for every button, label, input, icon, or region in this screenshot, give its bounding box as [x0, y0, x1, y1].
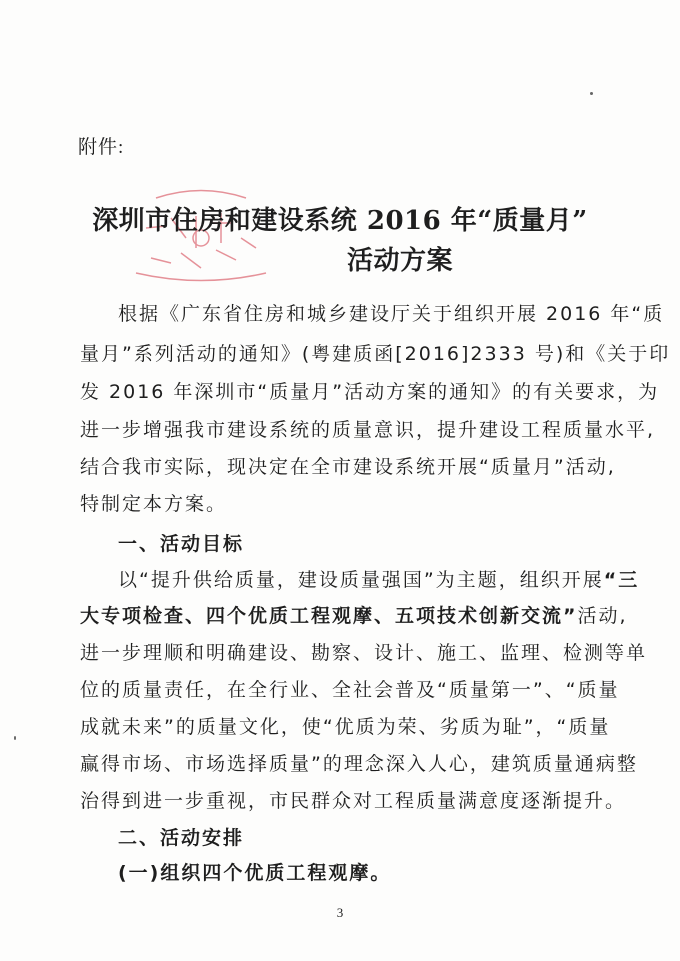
section1-line1-bold-text: “三 — [603, 569, 640, 591]
scan-speck — [14, 736, 16, 740]
section1-paragraph-line: 治得到进一步重视，市民群众对工程质量满意度逐渐提升。 — [80, 790, 627, 812]
section1-paragraph-line: 位的质量责任，在全行业、全社会普及“质量第一”、“质量 — [80, 679, 620, 701]
section1-line2-bold-text: 大专项检查、四个优质工程观摩、五项技术创新交流” — [80, 605, 578, 627]
section-heading-arrangements: 二、活动安排 — [118, 827, 245, 849]
intro-paragraph-line: 结合我市实际，现决定在全市建设系统开展“质量月”活动, — [80, 456, 616, 478]
attachment-label: 附件: — [78, 137, 125, 158]
document-title-line-2: 活动方案 — [346, 246, 453, 276]
section1-paragraph-line: 赢得市场、市场选择质量”的理念深入人心，建筑质量通病整 — [80, 753, 638, 775]
subsection-heading-1: (一)组织四个优质工程观摩。 — [118, 862, 392, 884]
document-title-line-1: 深圳市住房和建设系统 2016 年“质量月” — [92, 206, 588, 236]
intro-paragraph-line: 发 2016 年深圳市“质量月”活动方案的通知》的有关要求，为 — [80, 381, 660, 403]
section1-line2-text: 活动, — [577, 605, 628, 627]
section1-paragraph-line: 进一步理顺和明确建设、勘察、设计、施工、监理、检测等单 — [80, 642, 648, 664]
section1-paragraph-line — [118, 565, 638, 592]
intro-paragraph-line: 根据《广东省住房和城乡建设厅关于组织开展 2016 年“质 — [118, 303, 665, 325]
section1-line1-text: 以“提升供给质量，建设质量强国”为主题，组织开展 — [118, 569, 604, 591]
page-number: 3 — [336, 905, 344, 920]
intro-paragraph-line: 特制定本方案。 — [80, 493, 228, 515]
intro-paragraph-line: 量月”系列活动的通知》(粤建质函[2016]2333 号)和《关于印 — [80, 343, 671, 365]
intro-paragraph-line: 进一步增强我市建设系统的质量意识，提升建设工程质量水平, — [80, 419, 656, 441]
scan-speck — [590, 92, 593, 95]
section1-paragraph-line — [80, 601, 628, 628]
section-heading-goals: 一、活动目标 — [118, 533, 245, 555]
section1-paragraph-line: 成就未来”的质量文化，使“优质为荣、劣质为耻”，“质量 — [80, 716, 611, 738]
